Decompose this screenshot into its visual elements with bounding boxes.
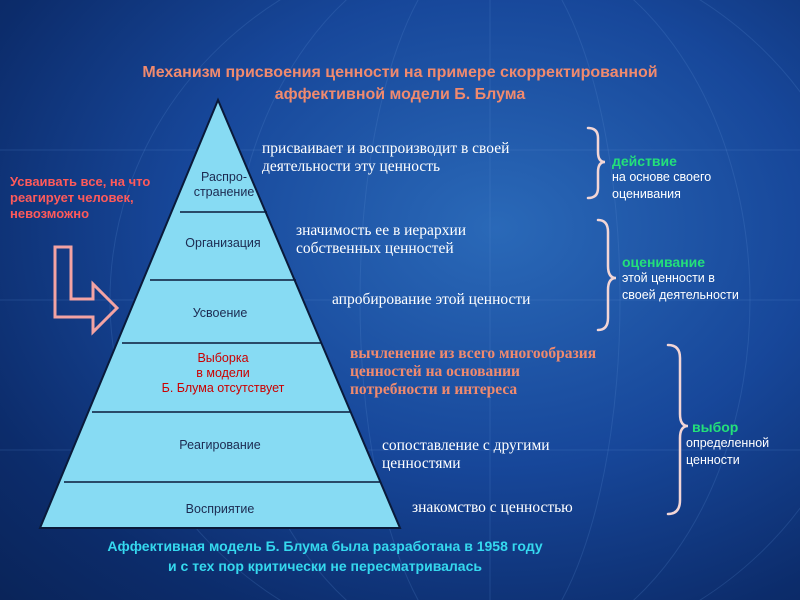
description-organization: значимость ее в иерархии собственных ценностей (296, 222, 467, 257)
level-label-line: в модели (196, 366, 250, 380)
group-evaluation-text: этой ценности в своей деятельности (622, 271, 739, 302)
footer-line-2: и с тех пор критически не пересматривалась (168, 558, 482, 574)
level-label-line: Распро- (201, 170, 247, 184)
level-label-line: Б. Блума отсутствует (161, 381, 285, 395)
level-label-line: Реагирование (179, 438, 261, 452)
footer-note (20, 536, 630, 576)
title-line-1: Механизм присвоения ценности на примере скорректированной (142, 64, 658, 81)
level-label-line: Усвоение (192, 306, 248, 320)
pyramid-level-responding (140, 438, 300, 453)
right-curly-brace-icon (588, 128, 605, 198)
title-line-2: аффективной модели Б. Блума (274, 86, 526, 103)
description-assimilation: апробирование этой ценности (332, 291, 531, 308)
level-label-line: Выборка (197, 351, 249, 365)
pyramid-level-dissemination (178, 170, 270, 200)
pyramid-level-assimilation (150, 306, 290, 321)
group-choice (686, 419, 769, 469)
footer-line-1: Аффективная модель Б. Блума была разработана в 1958 году (107, 538, 543, 554)
description-perception: знакомство с ценностью (412, 499, 573, 516)
pyramid-level-organization (163, 236, 283, 251)
description-selection: вычленение из всего многообразия ценностей на основании потребности и интереса (350, 345, 597, 398)
pyramid-level-selection (118, 351, 328, 396)
group-action-text: на основе своего оценивания (612, 170, 712, 201)
group-action (612, 153, 711, 203)
group-choice-text: определенной ценности (686, 436, 770, 467)
pyramid-level-perception (140, 502, 300, 517)
group-evaluation (622, 254, 739, 304)
level-label-line: Организация (185, 236, 261, 250)
level-label-line: странение (193, 185, 255, 199)
group-evaluation-heading: оценивание (622, 254, 706, 270)
right-curly-brace-icon (668, 345, 688, 514)
group-action-heading: действие (612, 153, 677, 169)
l-shaped-right-arrow-icon (55, 247, 117, 332)
level-label-line: Восприятие (185, 502, 255, 516)
group-choice-heading: выбор (692, 419, 739, 435)
description-dissemination: присваивает и воспроизводит в своей деятельности эту ценность (262, 140, 510, 175)
right-curly-brace-icon (598, 220, 616, 330)
description-responding: сопоставление с другими ценностями (382, 437, 550, 472)
side-note: Усваивать все, на что реагирует человек, невозможно (10, 174, 151, 221)
